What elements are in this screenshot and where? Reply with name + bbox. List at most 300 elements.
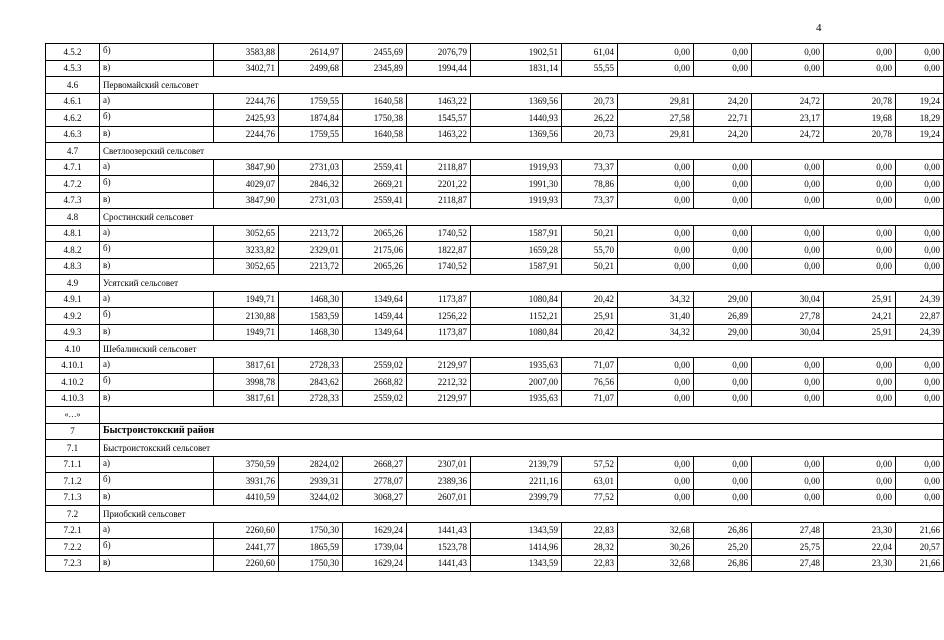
value-cell: 0,00	[752, 44, 824, 61]
value-cell: 32,68	[618, 522, 694, 539]
value-cell: 1629,24	[343, 522, 407, 539]
value-cell: 1759,55	[279, 93, 343, 110]
section-header-row	[46, 506, 944, 523]
value-cell: 0,00	[824, 374, 896, 391]
value-cell: 1545,57	[407, 110, 471, 127]
value-cell: 3052,65	[214, 225, 279, 242]
value-cell: 2607,01	[407, 489, 471, 506]
value-cell: 24,39	[896, 324, 944, 341]
table-row	[46, 242, 944, 259]
value-cell: 2824,02	[279, 456, 343, 473]
value-cell: 2129,97	[407, 390, 471, 407]
value-cell: 2118,87	[407, 159, 471, 176]
value-cell: 1750,38	[343, 110, 407, 127]
value-cell: 1256,22	[407, 308, 471, 325]
value-cell: 1587,91	[471, 258, 562, 275]
table-row	[46, 126, 944, 143]
value-cell: 19,24	[896, 126, 944, 143]
table-row	[46, 258, 944, 275]
section-title: Усятский сельсовет	[100, 275, 944, 292]
value-cell: 2668,27	[343, 456, 407, 473]
value-cell: 0,00	[896, 159, 944, 176]
value-cell: 2778,07	[343, 473, 407, 490]
value-cell: 0,00	[752, 390, 824, 407]
ellipsis-mark: «…»	[46, 407, 100, 424]
value-cell: 0,00	[824, 473, 896, 490]
value-cell: 0,00	[896, 357, 944, 374]
value-cell: 29,81	[618, 93, 694, 110]
value-cell: 3847,90	[214, 192, 279, 209]
value-cell: 30,26	[618, 539, 694, 556]
value-cell: 24,20	[694, 93, 752, 110]
value-cell: 22,83	[562, 555, 618, 572]
row-subitem: а)	[100, 357, 214, 374]
row-subitem: а)	[100, 522, 214, 539]
value-cell: 1369,56	[471, 126, 562, 143]
value-cell: 0,00	[694, 176, 752, 193]
value-cell: 31,40	[618, 308, 694, 325]
row-number: 4.10.2	[46, 374, 100, 391]
value-cell: 1587,91	[471, 225, 562, 242]
row-number: 4.6.2	[46, 110, 100, 127]
value-cell: 0,00	[896, 374, 944, 391]
table-row	[46, 93, 944, 110]
value-cell: 0,00	[694, 242, 752, 259]
value-cell: 2559,41	[343, 159, 407, 176]
value-cell: 2559,02	[343, 390, 407, 407]
value-cell: 73,37	[562, 192, 618, 209]
value-cell: 1463,22	[407, 93, 471, 110]
value-cell: 24,20	[694, 126, 752, 143]
value-cell: 1523,78	[407, 539, 471, 556]
value-cell: 1935,63	[471, 357, 562, 374]
row-number: 4.8.2	[46, 242, 100, 259]
value-cell: 26,89	[694, 308, 752, 325]
value-cell: 22,83	[562, 522, 618, 539]
row-number: 4.7.1	[46, 159, 100, 176]
row-subitem: а)	[100, 159, 214, 176]
value-cell: 23,30	[824, 522, 896, 539]
value-cell: 2731,03	[279, 159, 343, 176]
value-cell: 19,24	[896, 93, 944, 110]
row-number: 7	[46, 423, 100, 440]
value-cell: 2559,41	[343, 192, 407, 209]
value-cell: 24,72	[752, 93, 824, 110]
value-cell: 0,00	[896, 60, 944, 77]
row-number: 4.5.2	[46, 44, 100, 61]
row-number: 4.5.3	[46, 60, 100, 77]
value-cell: 24,72	[752, 126, 824, 143]
value-cell: 2614,97	[279, 44, 343, 61]
value-cell: 0,00	[618, 357, 694, 374]
value-cell: 1739,04	[343, 539, 407, 556]
row-number: 4.8.1	[46, 225, 100, 242]
value-cell: 3402,71	[214, 60, 279, 77]
value-cell: 0,00	[694, 357, 752, 374]
value-cell: 25,75	[752, 539, 824, 556]
section-title: Сростинский сельсовет	[100, 209, 944, 226]
value-cell: 18,29	[896, 110, 944, 127]
value-cell: 0,00	[618, 176, 694, 193]
section-header-row	[46, 275, 944, 292]
value-cell: 0,00	[752, 159, 824, 176]
value-cell: 0,00	[618, 44, 694, 61]
value-cell: 2244,76	[214, 126, 279, 143]
value-cell: 1468,30	[279, 291, 343, 308]
value-cell: 25,91	[824, 291, 896, 308]
value-cell: 1080,84	[471, 324, 562, 341]
table-row	[46, 555, 944, 572]
value-cell: 73,37	[562, 159, 618, 176]
row-subitem: в)	[100, 258, 214, 275]
section-title: Приобский сельсовет	[100, 506, 944, 523]
value-cell: 0,00	[694, 258, 752, 275]
value-cell: 26,86	[694, 522, 752, 539]
row-subitem: в)	[100, 192, 214, 209]
table-row	[46, 489, 944, 506]
row-subitem: а)	[100, 456, 214, 473]
value-cell: 29,00	[694, 324, 752, 341]
value-cell: 0,00	[896, 44, 944, 61]
row-number: 7.1.2	[46, 473, 100, 490]
section-header-row	[46, 77, 944, 94]
value-cell: 0,00	[618, 456, 694, 473]
row-number: 7.2.3	[46, 555, 100, 572]
value-cell: 1740,52	[407, 225, 471, 242]
value-cell: 22,87	[896, 308, 944, 325]
value-cell: 2213,72	[279, 225, 343, 242]
value-cell: 2175,06	[343, 242, 407, 259]
value-cell: 2260,60	[214, 555, 279, 572]
value-cell: 71,07	[562, 357, 618, 374]
value-cell: 20,73	[562, 126, 618, 143]
value-cell: 26,86	[694, 555, 752, 572]
value-cell: 3750,59	[214, 456, 279, 473]
section-title: Быстроистокский сельсовет	[100, 440, 944, 457]
district-header-row	[46, 423, 944, 440]
value-cell: 0,00	[618, 258, 694, 275]
table-row	[46, 159, 944, 176]
value-cell: 0,00	[752, 357, 824, 374]
table-row	[46, 60, 944, 77]
value-cell: 55,55	[562, 60, 618, 77]
value-cell: 1463,22	[407, 126, 471, 143]
value-cell: 2731,03	[279, 192, 343, 209]
value-cell: 28,32	[562, 539, 618, 556]
value-cell: 29,81	[618, 126, 694, 143]
table-row	[46, 110, 944, 127]
value-cell: 2846,32	[279, 176, 343, 193]
value-cell: 0,00	[752, 489, 824, 506]
value-cell: 0,00	[824, 176, 896, 193]
value-cell: 2211,16	[471, 473, 562, 490]
row-number: 4.8	[46, 209, 100, 226]
value-cell: 2260,60	[214, 522, 279, 539]
row-number: 7.1	[46, 440, 100, 457]
value-cell: 2441,77	[214, 539, 279, 556]
value-cell: 2668,82	[343, 374, 407, 391]
table-row	[46, 291, 944, 308]
value-cell: 3817,61	[214, 357, 279, 374]
section-header-row	[46, 341, 944, 358]
value-cell: 0,00	[752, 258, 824, 275]
value-cell: 1369,56	[471, 93, 562, 110]
value-cell: 1865,59	[279, 539, 343, 556]
value-cell: 1459,44	[343, 308, 407, 325]
row-subitem: а)	[100, 225, 214, 242]
value-cell: 1991,30	[471, 176, 562, 193]
row-number: 4.9.2	[46, 308, 100, 325]
value-cell: 34,32	[618, 324, 694, 341]
value-cell: 1343,59	[471, 522, 562, 539]
value-cell: 0,00	[896, 489, 944, 506]
value-cell: 0,00	[618, 489, 694, 506]
value-cell: 2007,00	[471, 374, 562, 391]
value-cell: 2329,01	[279, 242, 343, 259]
row-number: 7.2	[46, 506, 100, 523]
value-cell: 0,00	[824, 357, 896, 374]
value-cell: 26,22	[562, 110, 618, 127]
section-title: Шебалинский сельсовет	[100, 341, 944, 358]
value-cell: 1919,93	[471, 159, 562, 176]
value-cell: 57,52	[562, 456, 618, 473]
value-cell: 0,00	[824, 242, 896, 259]
value-cell: 0,00	[694, 456, 752, 473]
row-subitem: в)	[100, 60, 214, 77]
table-row	[46, 539, 944, 556]
value-cell: 1468,30	[279, 324, 343, 341]
tariff-table	[45, 43, 944, 572]
value-cell: 0,00	[824, 489, 896, 506]
value-cell: 3233,82	[214, 242, 279, 259]
value-cell: 2139,79	[471, 456, 562, 473]
section-header-row	[46, 209, 944, 226]
value-cell: 0,00	[824, 192, 896, 209]
value-cell: 1759,55	[279, 126, 343, 143]
value-cell: 1152,21	[471, 308, 562, 325]
row-subitem: в)	[100, 489, 214, 506]
row-number: 4.10	[46, 341, 100, 358]
value-cell: 0,00	[752, 374, 824, 391]
value-cell: 4029,07	[214, 176, 279, 193]
value-cell: 0,00	[824, 60, 896, 77]
value-cell: 0,00	[618, 374, 694, 391]
value-cell: 1740,52	[407, 258, 471, 275]
value-cell: 77,52	[562, 489, 618, 506]
section-title: Светлоозерский сельсовет	[100, 143, 944, 160]
value-cell: 50,21	[562, 258, 618, 275]
value-cell: 2345,89	[343, 60, 407, 77]
value-cell: 1640,58	[343, 93, 407, 110]
value-cell: 0,00	[752, 456, 824, 473]
value-cell: 1750,30	[279, 555, 343, 572]
value-cell: 20,57	[896, 539, 944, 556]
value-cell: 0,00	[618, 390, 694, 407]
value-cell: 2244,76	[214, 93, 279, 110]
value-cell: 0,00	[752, 473, 824, 490]
value-cell: 20,78	[824, 93, 896, 110]
value-cell: 3244,02	[279, 489, 343, 506]
row-number: 7.2.1	[46, 522, 100, 539]
value-cell: 2669,21	[343, 176, 407, 193]
value-cell: 3583,88	[214, 44, 279, 61]
row-number: 4.6.1	[46, 93, 100, 110]
value-cell: 0,00	[896, 225, 944, 242]
row-subitem: б)	[100, 539, 214, 556]
value-cell: 32,68	[618, 555, 694, 572]
value-cell: 20,73	[562, 93, 618, 110]
value-cell: 27,48	[752, 522, 824, 539]
value-cell: 2213,72	[279, 258, 343, 275]
value-cell: 1831,14	[471, 60, 562, 77]
value-cell: 22,04	[824, 539, 896, 556]
value-cell: 0,00	[694, 374, 752, 391]
row-number: 4.10.1	[46, 357, 100, 374]
value-cell: 0,00	[824, 456, 896, 473]
value-cell: 1874,84	[279, 110, 343, 127]
value-cell: 21,66	[896, 555, 944, 572]
value-cell: 30,04	[752, 324, 824, 341]
value-cell: 23,30	[824, 555, 896, 572]
value-cell: 25,20	[694, 539, 752, 556]
value-cell: 1822,87	[407, 242, 471, 259]
row-number: 4.7	[46, 143, 100, 160]
value-cell: 30,04	[752, 291, 824, 308]
value-cell: 0,00	[618, 60, 694, 77]
table-row	[46, 522, 944, 539]
row-number: 4.8.3	[46, 258, 100, 275]
value-cell: 3998,78	[214, 374, 279, 391]
value-cell: 1902,51	[471, 44, 562, 61]
value-cell: 0,00	[896, 390, 944, 407]
value-cell: 23,17	[752, 110, 824, 127]
value-cell: 24,39	[896, 291, 944, 308]
value-cell: 2939,31	[279, 473, 343, 490]
table-row	[46, 308, 944, 325]
value-cell: 1414,96	[471, 539, 562, 556]
value-cell: 1949,71	[214, 291, 279, 308]
value-cell: 0,00	[694, 473, 752, 490]
value-cell: 76,56	[562, 374, 618, 391]
row-number: 4.9.1	[46, 291, 100, 308]
value-cell: 2201,22	[407, 176, 471, 193]
value-cell: 2065,26	[343, 225, 407, 242]
value-cell: 0,00	[824, 258, 896, 275]
row-number: 4.6	[46, 77, 100, 94]
row-number: 4.7.2	[46, 176, 100, 193]
value-cell: 2399,79	[471, 489, 562, 506]
value-cell: 71,07	[562, 390, 618, 407]
value-cell: 0,00	[824, 44, 896, 61]
value-cell: 0,00	[752, 225, 824, 242]
value-cell: 3068,27	[343, 489, 407, 506]
table-row	[46, 374, 944, 391]
value-cell: 1441,43	[407, 522, 471, 539]
row-subitem: а)	[100, 93, 214, 110]
table-row	[46, 176, 944, 193]
row-subitem: б)	[100, 110, 214, 127]
row-subitem: б)	[100, 242, 214, 259]
value-cell: 0,00	[896, 242, 944, 259]
value-cell: 55,70	[562, 242, 618, 259]
value-cell: 0,00	[694, 192, 752, 209]
value-cell: 78,86	[562, 176, 618, 193]
value-cell: 1441,43	[407, 555, 471, 572]
row-number: 7.1.1	[46, 456, 100, 473]
value-cell: 0,00	[824, 225, 896, 242]
value-cell: 2076,79	[407, 44, 471, 61]
value-cell: 1173,87	[407, 324, 471, 341]
value-cell: 0,00	[824, 159, 896, 176]
table-row	[46, 473, 944, 490]
value-cell: 19,68	[824, 110, 896, 127]
value-cell: 0,00	[896, 258, 944, 275]
row-number: 4.7.3	[46, 192, 100, 209]
value-cell: 2425,93	[214, 110, 279, 127]
value-cell: 25,91	[562, 308, 618, 325]
value-cell: 0,00	[694, 225, 752, 242]
row-subitem: б)	[100, 44, 214, 61]
value-cell: 0,00	[896, 176, 944, 193]
value-cell: 2130,88	[214, 308, 279, 325]
value-cell: 1440,93	[471, 110, 562, 127]
row-number: 4.10.3	[46, 390, 100, 407]
value-cell: 1750,30	[279, 522, 343, 539]
row-subitem: б)	[100, 308, 214, 325]
value-cell: 0,00	[824, 390, 896, 407]
value-cell: 0,00	[752, 60, 824, 77]
value-cell: 3847,90	[214, 159, 279, 176]
value-cell: 1994,44	[407, 60, 471, 77]
value-cell: 2118,87	[407, 192, 471, 209]
table-row	[46, 390, 944, 407]
value-cell: 0,00	[896, 473, 944, 490]
value-cell: 1349,64	[343, 291, 407, 308]
table-row	[46, 324, 944, 341]
value-cell: 29,00	[694, 291, 752, 308]
value-cell: 0,00	[618, 242, 694, 259]
value-cell: 2389,36	[407, 473, 471, 490]
blank-cell	[100, 407, 944, 424]
value-cell: 1173,87	[407, 291, 471, 308]
district-title: Быстроистокский район	[100, 423, 944, 440]
table-row	[46, 192, 944, 209]
value-cell: 2728,33	[279, 390, 343, 407]
value-cell: 27,48	[752, 555, 824, 572]
value-cell: 0,00	[896, 456, 944, 473]
value-cell: 2129,97	[407, 357, 471, 374]
row-number: 4.9	[46, 275, 100, 292]
row-number: 7.2.2	[46, 539, 100, 556]
value-cell: 2559,02	[343, 357, 407, 374]
row-subitem: б)	[100, 473, 214, 490]
value-cell: 0,00	[752, 176, 824, 193]
value-cell: 0,00	[618, 192, 694, 209]
value-cell: 2728,33	[279, 357, 343, 374]
value-cell: 50,21	[562, 225, 618, 242]
value-cell: 25,91	[824, 324, 896, 341]
value-cell: 2455,69	[343, 44, 407, 61]
section-header-row	[46, 440, 944, 457]
value-cell: 3052,65	[214, 258, 279, 275]
row-subitem: в)	[100, 324, 214, 341]
value-cell: 1659,28	[471, 242, 562, 259]
table-row	[46, 44, 944, 61]
value-cell: 1935,63	[471, 390, 562, 407]
value-cell: 0,00	[896, 192, 944, 209]
value-cell: 63,01	[562, 473, 618, 490]
row-subitem: б)	[100, 374, 214, 391]
